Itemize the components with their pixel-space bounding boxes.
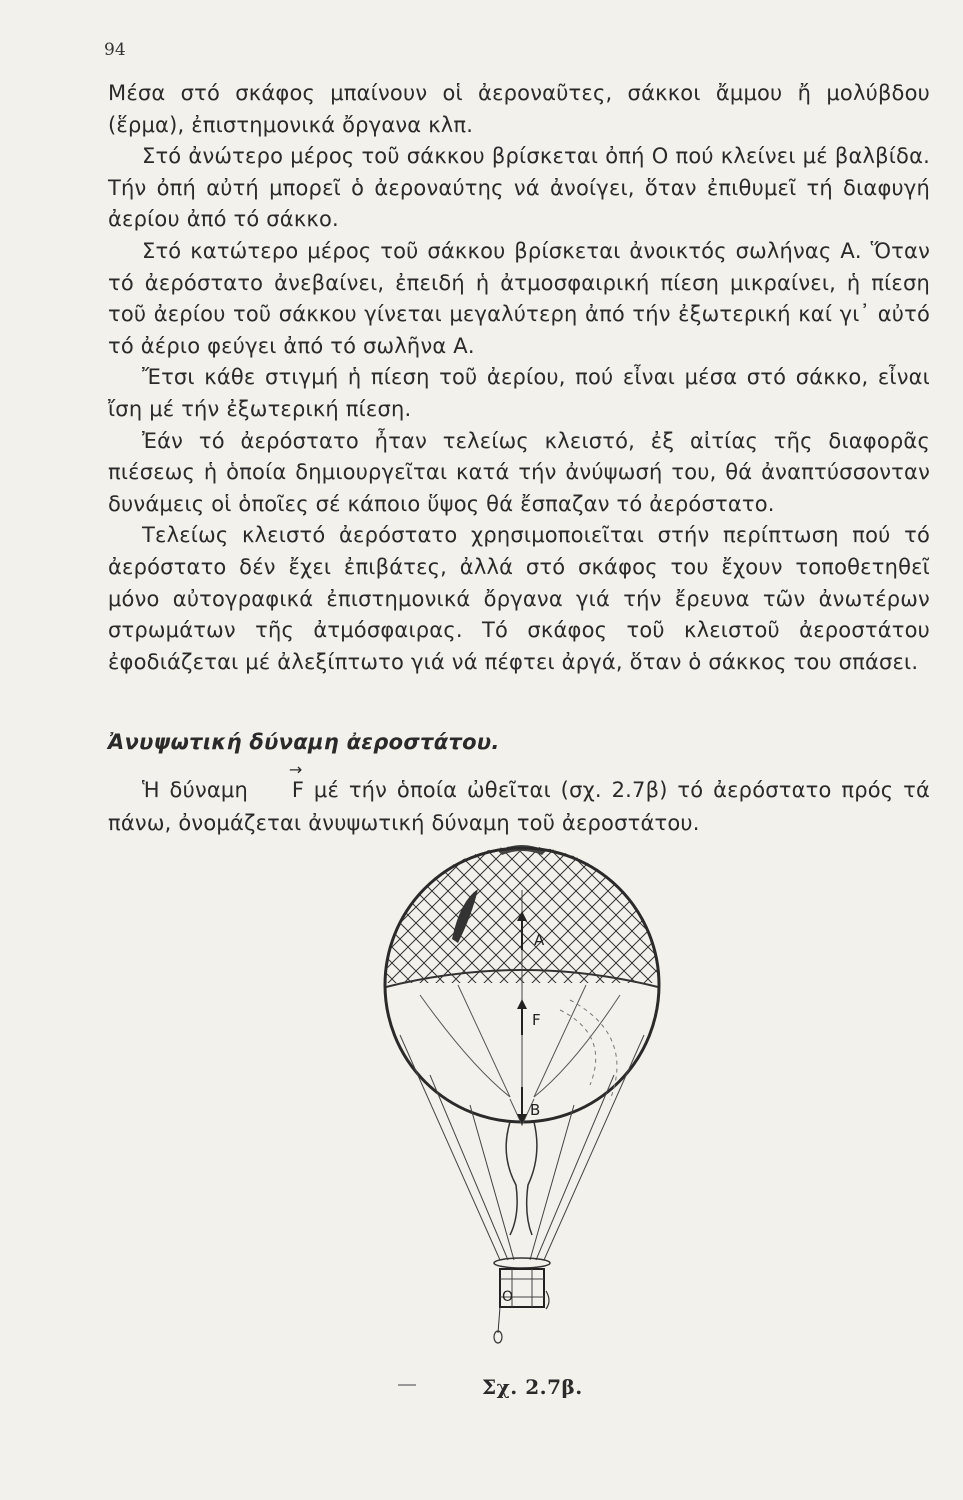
- label-a: A: [534, 931, 545, 949]
- lift-definition: [108, 774, 930, 840]
- balloon-figure: [360, 835, 680, 1355]
- label-b: B: [530, 1101, 541, 1119]
- paragraph-gondola: Μέσα στό σκάφος μπαίνουν οἱ ἀεροναῦτες, σάκκοι ἄμμου ἤ μολύβδου (ἕρμα), ἐπιστημονικά ὄργανα κλπ.: [108, 81, 930, 137]
- paragraph-closed: Ἐάν τό ἀερόστατο ἦταν τελείως κλειστό, ἐξ αἰτίας τῆς διαφορᾶς πιέσεως ἡ ὁποία δημιουργεῖται κατά τήν ἀνύψωσή του, θά ἀναπτύσσονταν δυνάμεις οἱ ὁποῖες σέ κάποιο ὕψος θά ἔσπαζαν τό ἀερόστατο.: [108, 428, 930, 516]
- paragraph-pressure: Ἔτσι κάθε στιγμή ἡ πίεση τοῦ ἀερίου, πού εἶναι μέσα στό σάκκο, εἶναι ἴση μέ τήν ἐξωτερική πίεση.: [108, 365, 930, 421]
- figure-caption: Σχ. 2.7β.: [482, 1375, 583, 1399]
- appendix-tube: [506, 1122, 537, 1235]
- vector-f: → F: [258, 774, 304, 807]
- page-number: 94: [104, 40, 126, 60]
- lift-rest: μέ τήν ὁποία ὠθεῖται (σχ. 2.7β) τό ἀερόστατο πρός τά πάνω, ὀνομάζεται ἀνυψωτική δύναμη τοῦ ἀεροστάτου.: [108, 778, 930, 835]
- paragraph-tube: Στό κατώτερο μέρος τοῦ σάκκου βρίσκεται ἀνοικτός σωλήνας Α. Ὅταν τό ἀερόστατο ἀνεβαίνει, ἐπειδή ἡ ἀτμοσφαιρική πίεση μικραίνει, ἡ πίεση τοῦ ἀερίου τοῦ σάκκου γίνεται μεγαλύτερη ἀπό τήν ἐξωτερική καί γι᾽ αὐτό τό ἀέριο φεύγει ἀπό τό σωλῆνα Α.: [108, 238, 930, 358]
- lift-intro: Ἡ δύναμη: [142, 778, 248, 802]
- paragraph-closed-use: Τελείως κλειστό ἀερόστατο χρησιμοποιεῖται στήν περίπτωση πού τό ἀερόστατο δέν ἔχει ἐπιβάτες, ἀλλά στό σκάφος του ἔχουν τοποθετηθεῖ μόνο αὐτογραφικά ἐπιστημονικά ὄργανα γιά τήν ἔρευνα τῶν ἀνωτέρων στρωμάτων τῆς ἀτμόσφαιρας. Τό σκάφος τοῦ κλειστοῦ ἀεροστάτου ἐφοδιάζεται μέ ἀλεξίπτωτο γιά νά πέφτει ἀργά, ὅταν ὁ σάκκος του σπάσει.: [108, 523, 930, 674]
- section-heading: Ἀνυψωτική δύναμη ἀεροστάτου.: [108, 730, 500, 754]
- label-f: F: [532, 1011, 541, 1029]
- paragraph-valve: Στό ἀνώτερο μέρος τοῦ σάκκου βρίσκεται ὀπή Ο πού κλείνει μέ βαλβίδα. Τήν ὀπή αὐτή μπορεῖ ὁ ἀεροναύτης νά ἀνοίγει, ὅταν ἐπιθυμεῖ τή διαφυγή ἀερίου ἀπό τό σάκκο.: [108, 144, 930, 232]
- label-o: O: [502, 1289, 514, 1305]
- caption-dash: [398, 1384, 416, 1386]
- load-ring: [494, 1258, 550, 1268]
- net-mesh: [380, 845, 670, 985]
- body-text: [108, 78, 930, 678]
- arrow-f-head: [517, 999, 527, 1009]
